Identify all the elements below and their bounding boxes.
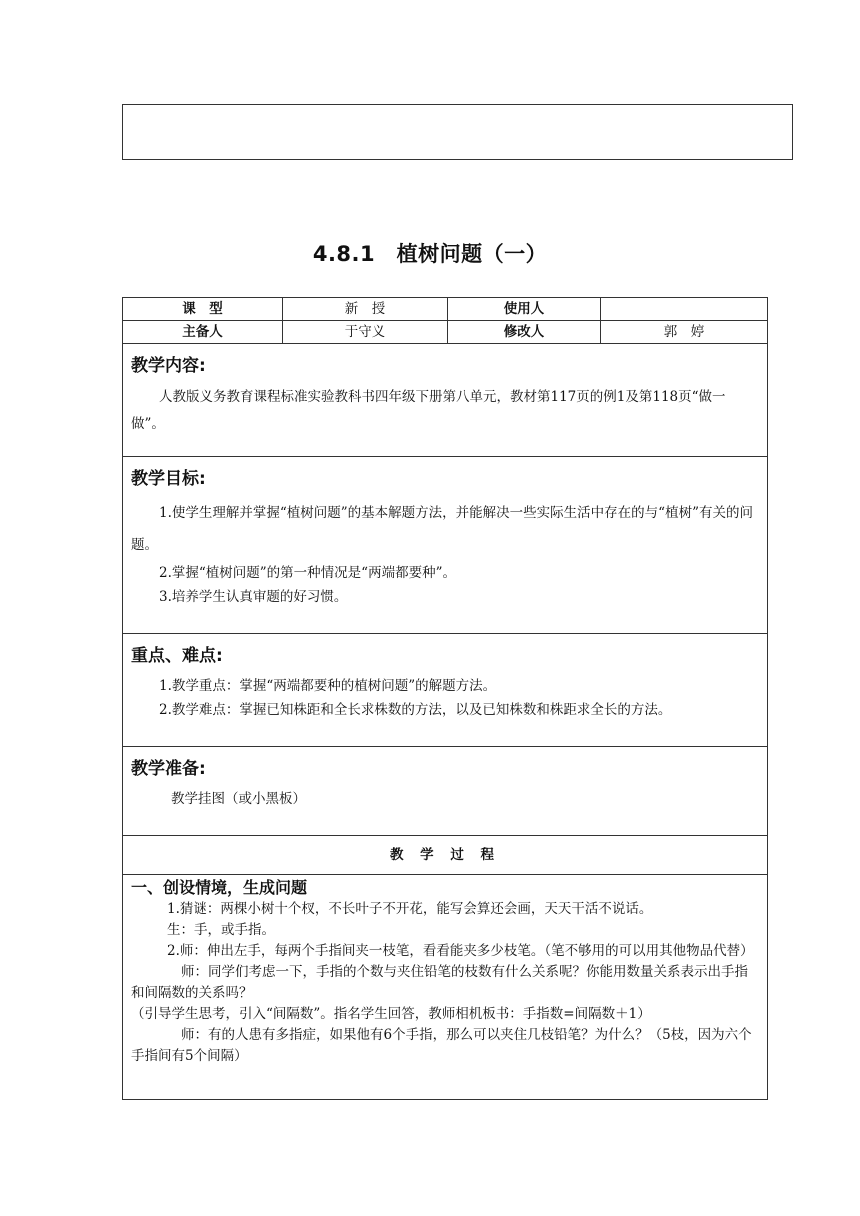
key-point-item: 2.教学难点：掌握已知株距和全长求株数的方法，以及已知株数和株距求全长的方法。 [159, 702, 672, 718]
content-text: 人教版义务教育课程标准实验教科书四年级下册第八单元，教材第117页的例1及第118页“做一做”。 [131, 389, 726, 432]
author-value: 于守义 [283, 321, 448, 344]
content-heading: 教学内容: [131, 356, 206, 376]
header-box [122, 104, 793, 160]
process-line: 2.师：伸出左手，每两个手指间夹一枝笔，看看能夹多少枝笔。（笔不够用的可以用其他物品代替） [167, 943, 754, 959]
info-row-1 [123, 298, 768, 321]
process-line: 师：同学们考虑一下，手指的个数与夹住铅笔的枝数有什么关系呢？你能用数量关系表示出手指和间隔数的关系吗？ [131, 964, 748, 1001]
author-label: 主备人 [123, 321, 283, 344]
editor-label: 修改人 [448, 321, 601, 344]
objective-item: 2.掌握“植树问题”的第一种情况是“两端都要种”。 [159, 565, 456, 581]
content-cell [123, 344, 768, 457]
process-line: 1.猜谜：两棵小树十个杈，不长叶子不开花，能写会算还会画，天天干活不说话。 [167, 901, 653, 917]
editor-value: 郭 婷 [601, 321, 768, 344]
type-value: 新 授 [283, 298, 448, 321]
info-row-2 [123, 321, 768, 344]
key-points-cell [123, 634, 768, 747]
objectives-cell [123, 457, 768, 634]
process-line: 生：手，或手指。 [167, 922, 275, 938]
process-row [123, 875, 768, 1100]
objective-item: 3.培养学生认真审题的好习惯。 [159, 589, 348, 605]
user-label: 使用人 [448, 298, 601, 321]
content-row [123, 344, 768, 457]
type-label: 课 型 [123, 298, 283, 321]
lesson-plan-table [122, 297, 768, 1100]
preparation-text: 教学挂图（或小黑板） [171, 791, 306, 807]
objectives-row [123, 457, 768, 634]
key-points-row [123, 634, 768, 747]
process-line: （引导学生思考，引入“间隔数”。指名学生回答，教师相机板书：手指数=间隔数＋1） [131, 1006, 651, 1022]
process-line: 师：有的人患有多指症，如果他有6个手指，那么可以夹住几枝铅笔？为什么？（5枝，因为六个手指间有5个间隔） [131, 1027, 752, 1064]
objectives-heading: 教学目标: [131, 469, 206, 489]
objective-item: 1.使学生理解并掌握“植树问题”的基本解题方法，并能解决一些实际生活中存在的与“植树”有关的问题。 [131, 505, 753, 553]
key-points-heading: 重点、难点: [131, 646, 223, 666]
preparation-cell [123, 747, 768, 836]
preparation-row [123, 747, 768, 836]
preparation-heading: 教学准备: [131, 759, 206, 779]
step-title: 一、创设情境，生成问题 [131, 878, 308, 897]
process-heading: 教 学 过 程 [123, 836, 768, 875]
lesson-title: 4.8.1 植树问题（一） [312, 242, 548, 266]
process-cell [123, 875, 768, 1100]
user-value [601, 298, 768, 321]
process-header-row [123, 836, 768, 875]
key-point-item: 1.教学重点：掌握“两端都要种的植树问题”的解题方法。 [159, 678, 497, 694]
